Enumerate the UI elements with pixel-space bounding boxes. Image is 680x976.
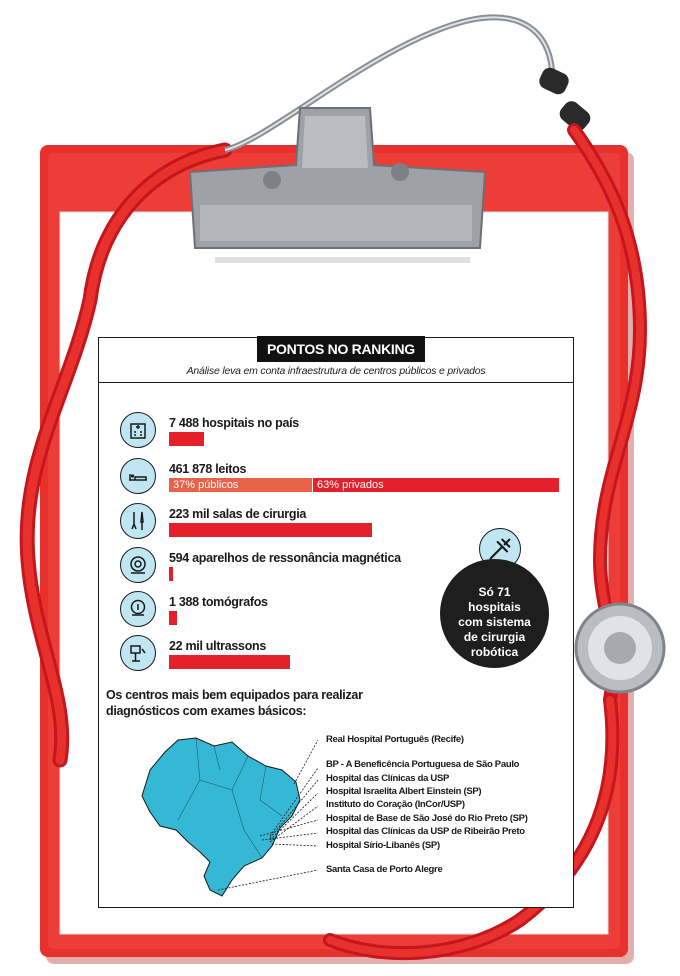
ultrasound-machine-icon bbox=[120, 635, 156, 671]
bar-segment: 63% privados bbox=[313, 478, 559, 492]
hospital-building-icon bbox=[120, 412, 156, 448]
card-title: PONTOS NO RANKING bbox=[257, 336, 425, 362]
stat-label: 7 488 hospitais no país bbox=[169, 416, 299, 430]
hospital-list-item: BP - A Beneficência Portuguesa de São Paulo bbox=[326, 759, 520, 770]
stat-label: 594 aparelhos de ressonância magnética bbox=[169, 551, 401, 565]
bar-segment: 37% públicos bbox=[169, 478, 313, 492]
hospital-list-item: Hospital de Base de São José do Rio Preto (SP) bbox=[326, 813, 528, 824]
stat-label: 223 mil salas de cirurgia bbox=[169, 507, 307, 521]
hospital-list-item: Hospital das Clínicas da USP bbox=[326, 773, 450, 784]
diagnostics-title: Os centros mais bem equipados para realizar diagnósticos com exames básicos: bbox=[106, 688, 363, 718]
hospital-list-item: Instituto do Coração (InCor/USP) bbox=[326, 799, 465, 810]
hospital-list-item: Hospital Israelita Albert Einstein (SP) bbox=[326, 786, 482, 797]
surgical-instruments-icon bbox=[120, 503, 156, 539]
stat-bar bbox=[169, 655, 290, 669]
stat-bar bbox=[169, 432, 204, 446]
hospital-bed-icon bbox=[120, 458, 156, 494]
stat-label: 461 878 leitos bbox=[169, 462, 247, 476]
mri-scanner-icon bbox=[120, 547, 156, 583]
card-subtitle: Análise leva em conta infraestrutura de centros públicos e privados bbox=[186, 365, 486, 377]
robot-callout-text: Só 71 hospitais com sistema de cirurgia robótica bbox=[458, 585, 531, 659]
ct-scanner-icon bbox=[120, 591, 156, 627]
stat-label: 1 388 tomógrafos bbox=[169, 595, 268, 609]
stat-bar bbox=[169, 523, 372, 537]
hospital-list-item: Hospital das Clínicas da USP de Ribeirão Preto bbox=[326, 826, 525, 837]
hospital-list-item: Santa Casa de Porto Alegre bbox=[326, 864, 443, 875]
stat-label: 22 mil ultrassons bbox=[169, 639, 267, 653]
divider bbox=[99, 382, 573, 383]
robot-callout bbox=[440, 559, 549, 668]
hospital-list-item: Real Hospital Português (Recife) bbox=[326, 734, 464, 745]
stat-bar bbox=[169, 567, 173, 581]
hospital-list-item: Hospital Sírio-Libanês (SP) bbox=[326, 840, 440, 851]
stat-bar bbox=[169, 611, 177, 625]
